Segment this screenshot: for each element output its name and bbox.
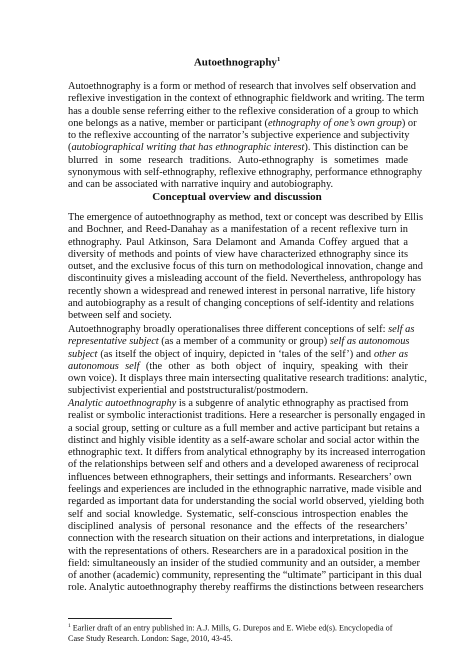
footnote-line — [68, 621, 408, 634]
italic-phrase: autonomous self — [68, 360, 140, 372]
text-line — [68, 324, 415, 336]
text-line — [68, 471, 412, 484]
text-line — [68, 582, 424, 594]
text-run: role. Analytic autoethnography thereby reaffirms the distinctions between researchers — [68, 582, 424, 594]
text-line — [68, 496, 425, 508]
text-line — [68, 459, 419, 471]
text-line — [68, 336, 408, 348]
text-run: field: simultaneously an insider of the studied community and an outsider, a member — [68, 557, 420, 569]
text-run: disciplined analysis of personal resonance and the effects of the researchers’ — [68, 520, 408, 532]
italic-phrase: self as autonomous — [329, 336, 410, 348]
title-text: Autoethnography — [193, 56, 277, 69]
text-line — [68, 422, 420, 435]
italic-phrase: ethnography of one’s own group — [267, 117, 402, 129]
text-run: blurred in some research traditions. Auto-ethnography is sometimes made — [68, 154, 408, 166]
text-run: distinct and highly visible identity as a self-aware scholar and social actor within the — [68, 434, 420, 446]
text-line — [68, 361, 408, 373]
text-line: between self and society. — [68, 310, 172, 322]
italic-phrase: representative subject — [68, 336, 159, 348]
text-run: (as a member of a community or group) — [158, 336, 330, 348]
text-line — [68, 130, 408, 142]
text-line: ethnography. Paul Atkinson, Sara Delamont and Amanda Coffey argued that a — [68, 236, 408, 248]
text-run: (as itself the object of inquiry, depicted in ‘tales of the self’) and — [97, 348, 374, 360]
text-line — [68, 179, 408, 191]
text-run: a social group, setting or culture as a full member and active participant but retains a — [68, 422, 420, 434]
text-run: of the relationships between self and others and a developed awareness of reciprocal — [68, 459, 419, 471]
text-run: self and social knowledge. Systematic, self-conscious introspection enables the — [68, 508, 408, 520]
text-run: subjectivist experiential and poststructuralist/postmodern. — [68, 385, 309, 397]
text-run: synonymous with self-ethnography, reflexive ethnography, performance ethnography — [68, 167, 423, 179]
text-run: Autoethnography broadly operationalises three different conceptions of self: — [68, 324, 389, 335]
text-line — [68, 570, 422, 582]
text-line — [68, 546, 408, 558]
text-line — [68, 81, 416, 93]
text-line — [68, 167, 423, 179]
text-run: connection with the research situation on their actions and interpretations, in dialogue — [68, 533, 425, 545]
text-line — [68, 509, 408, 521]
text-run: regarded as important data for understanding the social world observed, yielding both — [68, 496, 425, 508]
title-footnote-marker: 1 — [276, 56, 281, 63]
text-run: (the other as both object of inquiry, speaking with their — [139, 360, 408, 372]
text-line — [68, 385, 408, 397]
text-run: feelings and experiences are included in the ethnographic narrative, made visible and — [68, 484, 422, 496]
text-line — [68, 155, 408, 167]
text-line — [68, 105, 419, 118]
footnote-text: Earlier draft of an entry published in: A.J. Mills, G. Durepos and E. Wiebe ed(s). Encyclopedia of — [70, 623, 393, 633]
italic-phrase: other as — [373, 348, 408, 360]
text-line — [68, 484, 422, 496]
text-line — [68, 117, 417, 130]
text-run: to the reflexive accounting of the narrator’s subjective experience and subjectivity — [68, 130, 410, 142]
text-line: discontinuity gives a misleading account of the field. Nevertheless, anthropology has — [68, 273, 422, 285]
italic-phrase: autobiographical writing that has ethnographic interest — [71, 142, 305, 154]
text-line — [68, 434, 420, 447]
text-line — [68, 142, 408, 154]
text-line — [68, 447, 426, 459]
text-run: reflexive investigation in the context of ethnographic fieldwork and writing. The term — [68, 93, 425, 105]
text-line — [68, 533, 425, 545]
text-line — [68, 373, 427, 385]
italic-phrase: self as — [388, 324, 415, 335]
text-run: with the representations of others. Researchers are in a paradoxical position in the — [68, 545, 409, 557]
paragraph-conceptions-of-self — [68, 324, 427, 398]
text-run: one belongs as a native, member or participant ( — [68, 117, 268, 129]
text-run: is a subgenre of analytic ethnography as practised from — [176, 398, 409, 409]
italic-phrase: subject — [68, 348, 98, 360]
text-line: The emergence of autoethnography as method, text or concept was described by Ellis — [68, 212, 423, 223]
italic-phrase: Analytic autoethnography — [68, 398, 177, 409]
text-run: has a double sense referring either to the reflexive consideration of a group to which — [68, 105, 419, 117]
paragraph-analytic-autoethnography — [68, 398, 426, 595]
text-line — [68, 521, 408, 533]
text-run: ethnographic text. It differs from analytical ethnography by its increased interrogation — [68, 447, 426, 459]
text-run: ). This distinction can be — [304, 142, 408, 154]
text-line — [68, 557, 420, 570]
text-run: own voice). It displays three main intersecting qualitative research traditions: analytic, — [68, 373, 427, 385]
paragraph-emergence — [68, 212, 423, 323]
footnote-line — [68, 634, 408, 644]
footnote-divider — [68, 618, 172, 619]
text-run: Autoethnography is a form or method of research that involves self observation and — [68, 81, 416, 92]
text-line: and autobiography as a result of changing conceptions of self-identity and relations — [68, 298, 414, 310]
text-line: recently shown a widespread and renewed interest in personal narrative, life history — [68, 285, 416, 297]
footnote-marker: 1 — [68, 623, 71, 629]
paragraph-definition — [68, 81, 425, 192]
text-line — [68, 410, 426, 422]
text-line — [68, 349, 408, 361]
footnote-text: Case Study Research. London: Sage, 2010, 43-45. — [68, 633, 233, 643]
text-run: ) or — [401, 117, 417, 129]
text-line: outset, and the exclusive focus of this turn on methodological innovation, change and — [68, 261, 423, 273]
text-line: and Bochner, and Reed-Danahay as a manifestation of a recent reflexive turn in — [68, 224, 408, 236]
text-line — [68, 398, 408, 410]
text-run: ( — [68, 142, 72, 154]
text-line — [68, 93, 425, 105]
page-title — [0, 56, 474, 69]
text-line: diversity of methods and points of view have characterized ethnography since its — [68, 248, 408, 260]
footnote — [68, 621, 408, 644]
text-run: and can be associated with narrative inquiry and autobiography. — [68, 179, 334, 191]
section-heading: Conceptual overview and discussion — [152, 191, 322, 203]
text-run: of another (academic) community, representing the “ultimate” participant in this dual — [68, 570, 422, 582]
text-run: realist or symbolic interactionist traditions. Here a researcher is personally engaged in — [68, 410, 426, 422]
text-run: influences between ethnographers, their settings and informants. Researchers’ own — [68, 471, 412, 483]
